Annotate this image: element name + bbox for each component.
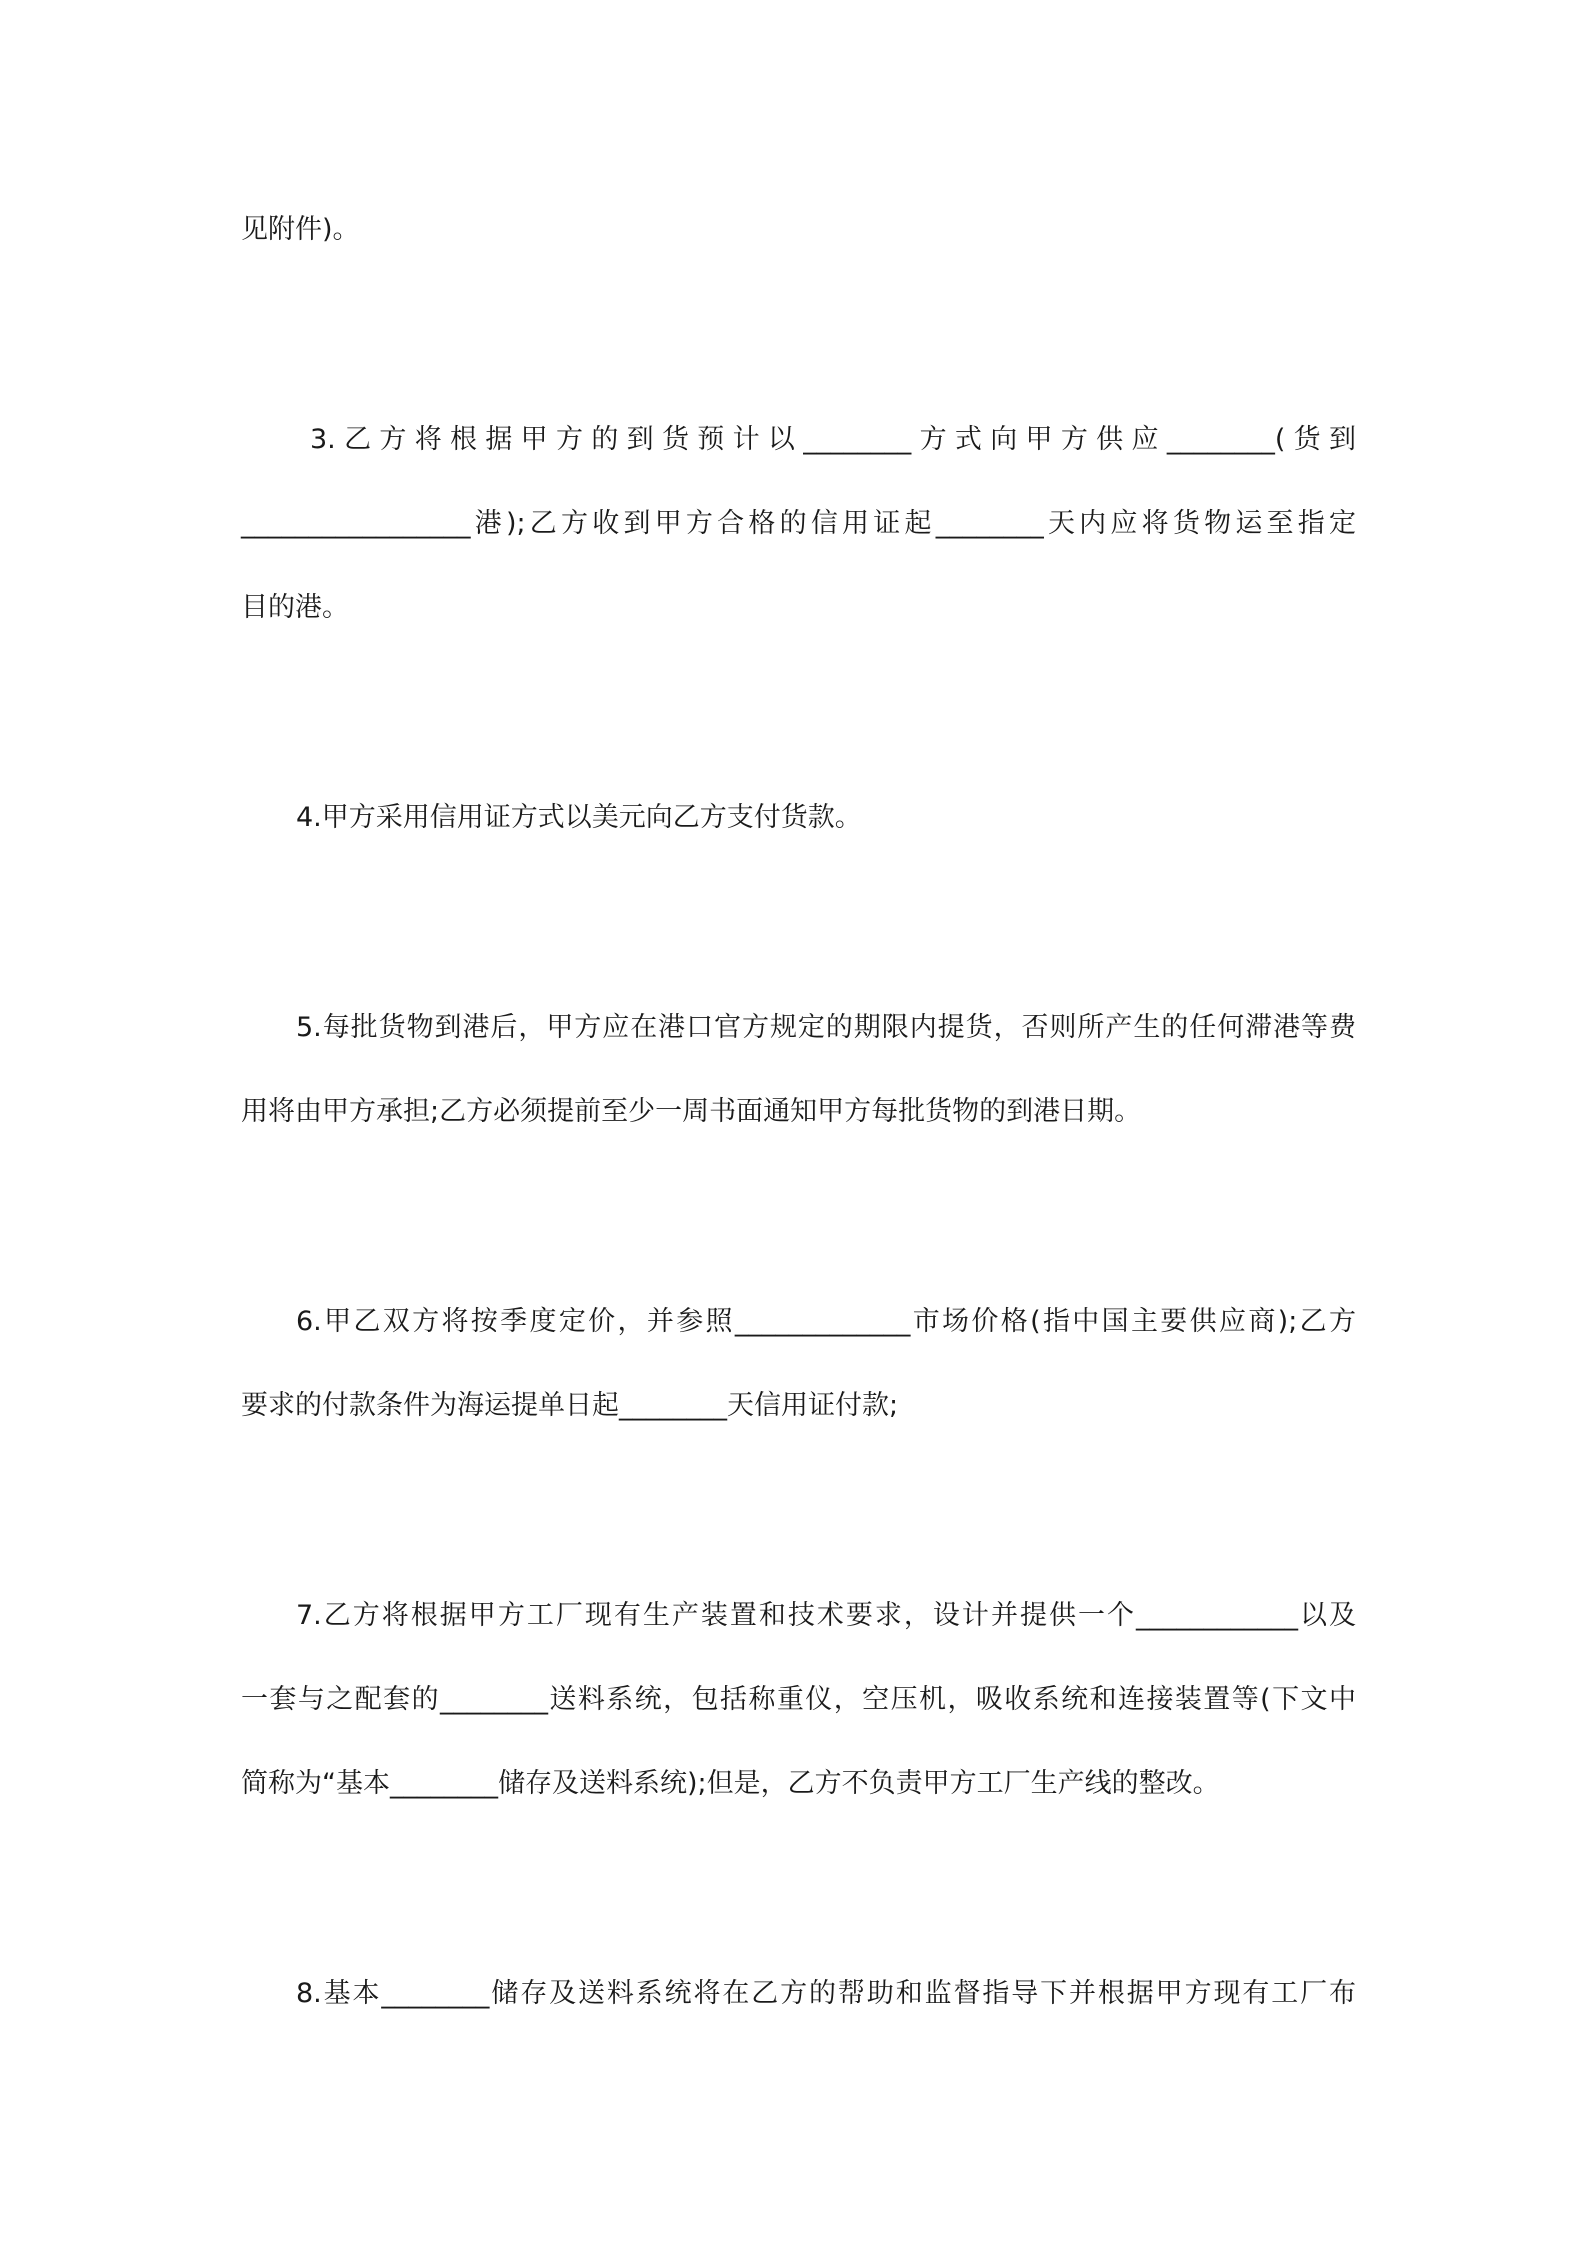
continuation-line: 见附件)。 xyxy=(241,214,360,245)
clause-3-line-3: 目的港。 xyxy=(241,592,349,623)
clause-6-line-2: 要求的付款条件为海运提单日起________天信用证付款; xyxy=(241,1390,899,1421)
clause-3-line-1: 3.乙方将根据甲方的到货预计以________方式向甲方供应________(货到 xyxy=(310,424,1356,455)
clause-5-line-2: 用将由甲方承担;乙方必须提前至少一周书面通知甲方每批货物的到港日期。 xyxy=(241,1096,1142,1127)
clause-4-line-1: 4.甲方采用信用证方式以美元向乙方支付货款。 xyxy=(296,802,862,833)
clause-7-line-1: 7.乙方将根据甲方工厂现有生产装置和技术要求，设计并提供一个____________以及 xyxy=(296,1600,1356,1631)
clause-5-line-1: 5.每批货物到港后，甲方应在港口官方规定的期限内提货，否则所产生的任何滞港等费 xyxy=(296,1012,1356,1043)
clause-3-line-2: _________________港);乙方收到甲方合格的信用证起________天内应将货物运至指定 xyxy=(241,508,1356,539)
clause-7-line-2: 一套与之配套的________送料系统，包括称重仪，空压机，吸收系统和连接装置等(下文中 xyxy=(241,1684,1356,1715)
clause-7-line-3: 简称为“基本________储存及送料系统);但是，乙方不负责甲方工厂生产线的整改。 xyxy=(241,1768,1220,1799)
clause-8-line-1: 8.基本________储存及送料系统将在乙方的帮助和监督指导下并根据甲方现有工厂布 xyxy=(296,1978,1356,2009)
clause-6-line-1: 6.甲乙双方将按季度定价，并参照_____________市场价格(指中国主要供应商);乙方 xyxy=(296,1306,1356,1337)
